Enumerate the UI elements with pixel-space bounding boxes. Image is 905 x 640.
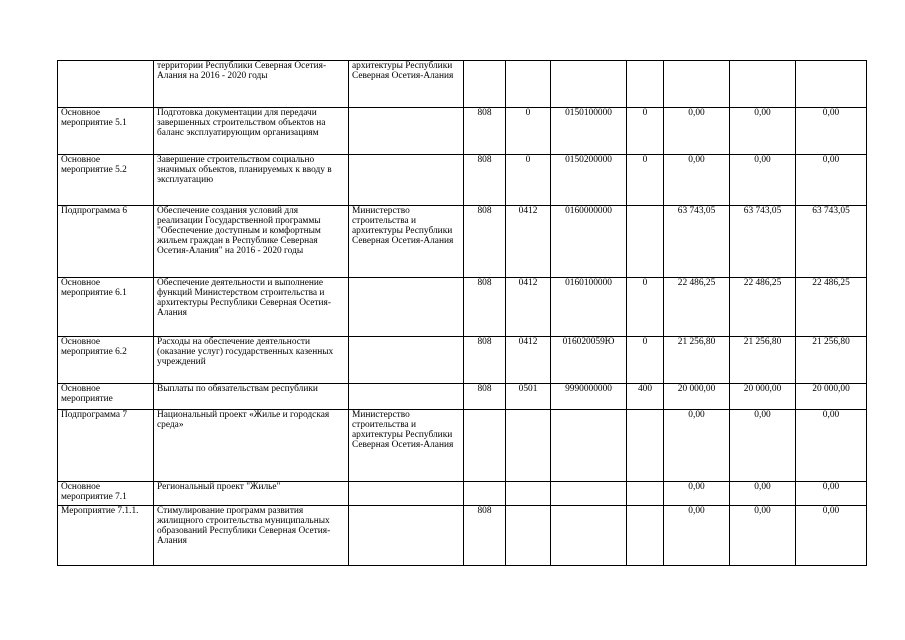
row-rzpr: [506, 61, 551, 108]
row-vr: 0: [627, 337, 664, 384]
row-rzpr: 0412: [506, 278, 551, 337]
row-vr: [627, 410, 664, 482]
row-csr: [551, 61, 627, 108]
row-code: Основное мероприятие: [58, 384, 154, 410]
row-year1: 22 486,25: [664, 278, 730, 337]
row-name: Стимулирование программ развития жилищного строительства муниципальных образований Республики Северная Осетия-Алания: [154, 506, 349, 566]
row-year2: 22 486,25: [730, 278, 796, 337]
row-grbs: 808: [464, 384, 506, 410]
row-csr: 0150200000: [551, 155, 627, 206]
row-year3: 0,00: [796, 108, 867, 155]
table-row: [58, 384, 867, 410]
row-csr: [551, 506, 627, 566]
row-rzpr: 0501: [506, 384, 551, 410]
row-name: Подготовка документации для передачи завершенных строительством объектов на баланс эксплуатирующим организациям: [154, 108, 349, 155]
row-rzpr: [506, 410, 551, 482]
row-csr: [551, 410, 627, 482]
row-csr: [551, 482, 627, 506]
row-name: Региональный проект "Жилье": [154, 482, 349, 506]
table-row: [58, 108, 867, 155]
row-year1: [664, 61, 730, 108]
row-year2: 20 000,00: [730, 384, 796, 410]
row-code: Основное мероприятие 5.1: [58, 108, 154, 155]
row-csr: 0160000000: [551, 206, 627, 278]
row-executor: архитектуры Республики Северная Осетия-Алания: [349, 61, 464, 108]
row-csr: 0150100000: [551, 108, 627, 155]
row-rzpr: [506, 506, 551, 566]
row-year1: 0,00: [664, 506, 730, 566]
row-code: Основное мероприятие 6.1: [58, 278, 154, 337]
row-year3: 0,00: [796, 155, 867, 206]
row-year1: 0,00: [664, 482, 730, 506]
row-year3: 63 743,05: [796, 206, 867, 278]
row-year2: 63 743,05: [730, 206, 796, 278]
row-year2: 0,00: [730, 506, 796, 566]
row-code: Основное мероприятие 7.1: [58, 482, 154, 506]
row-name: Национальный проект «Жилье и городская среда»: [154, 410, 349, 482]
row-code: Мероприятие 7.1.1.: [58, 506, 154, 566]
row-year1: 0,00: [664, 155, 730, 206]
row-year3: 0,00: [796, 482, 867, 506]
table-row: [58, 410, 867, 482]
row-year3: 0,00: [796, 506, 867, 566]
row-executor: Министерство строительства и архитектуры Республики Северная Осетия-Алания: [349, 206, 464, 278]
row-rzpr: [506, 482, 551, 506]
row-code: Подпрограмма 7: [58, 410, 154, 482]
row-executor: [349, 278, 464, 337]
table-row: [58, 278, 867, 337]
row-year2: 0,00: [730, 108, 796, 155]
row-year2: 0,00: [730, 410, 796, 482]
row-grbs: 808: [464, 206, 506, 278]
row-executor: [349, 108, 464, 155]
row-executor: [349, 482, 464, 506]
row-executor: [349, 506, 464, 566]
row-year3: [796, 61, 867, 108]
row-vr: 0: [627, 108, 664, 155]
row-rzpr: 0412: [506, 206, 551, 278]
table-row: [58, 61, 867, 108]
row-year3: 0,00: [796, 410, 867, 482]
row-vr: [627, 206, 664, 278]
row-code: Подпрограмма 6: [58, 206, 154, 278]
row-grbs: [464, 61, 506, 108]
row-grbs: 808: [464, 278, 506, 337]
row-grbs: [464, 482, 506, 506]
table-row: [58, 206, 867, 278]
row-rzpr: 0412: [506, 337, 551, 384]
table-row: [58, 155, 867, 206]
row-vr: 400: [627, 384, 664, 410]
row-year2: [730, 61, 796, 108]
row-year1: 21 256,80: [664, 337, 730, 384]
row-year1: 0,00: [664, 108, 730, 155]
row-grbs: 808: [464, 506, 506, 566]
row-year1: 20 000,00: [664, 384, 730, 410]
row-code: Основное мероприятие 5.2: [58, 155, 154, 206]
row-year2: 0,00: [730, 482, 796, 506]
row-vr: [627, 61, 664, 108]
budget-table: [57, 60, 867, 566]
row-vr: 0: [627, 278, 664, 337]
row-csr: 0160100000: [551, 278, 627, 337]
table-row: [58, 482, 867, 506]
table-row: [58, 506, 867, 566]
row-csr: 9990000000: [551, 384, 627, 410]
row-rzpr: 0: [506, 155, 551, 206]
row-vr: 0: [627, 155, 664, 206]
row-year2: 21 256,80: [730, 337, 796, 384]
row-csr: 016020059Ю: [551, 337, 627, 384]
row-grbs: 808: [464, 337, 506, 384]
row-executor: [349, 155, 464, 206]
row-rzpr: 0: [506, 108, 551, 155]
row-name: Обеспечение деятельности и выполнение функций Министерством строительства и архитектуры Республики Северная Осетия-Алания: [154, 278, 349, 337]
row-vr: [627, 482, 664, 506]
row-grbs: [464, 410, 506, 482]
row-name: Обеспечение создания условий для реализации Государственной программы "Обеспечение доступным и комфортным жильем граждан в Республике Северная Осетия-Алания" на 2016 - 2020 годы: [154, 206, 349, 278]
row-year1: 0,00: [664, 410, 730, 482]
row-executor: [349, 384, 464, 410]
table-row: [58, 337, 867, 384]
row-code: Основное мероприятие 6.2: [58, 337, 154, 384]
row-name: Расходы на обеспечение деятельности (оказание услуг) государственных казенных учреждений: [154, 337, 349, 384]
row-year3: 22 486,25: [796, 278, 867, 337]
row-executor: [349, 337, 464, 384]
row-year3: 20 000,00: [796, 384, 867, 410]
row-grbs: 808: [464, 108, 506, 155]
row-grbs: 808: [464, 155, 506, 206]
row-name: Завершение строительством социально значимых объектов, планируемых к вводу в эксплуатацию: [154, 155, 349, 206]
row-name: Выплаты по обязательствам республики: [154, 384, 349, 410]
row-executor: Министерство строительства и архитектуры Республики Северная Осетия-Алания: [349, 410, 464, 482]
row-vr: [627, 506, 664, 566]
row-year3: 21 256,80: [796, 337, 867, 384]
row-year1: 63 743,05: [664, 206, 730, 278]
row-code: [58, 61, 154, 108]
row-year2: 0,00: [730, 155, 796, 206]
row-name: территории Республики Северная Осетия-Алания на 2016 - 2020 годы: [154, 61, 349, 108]
